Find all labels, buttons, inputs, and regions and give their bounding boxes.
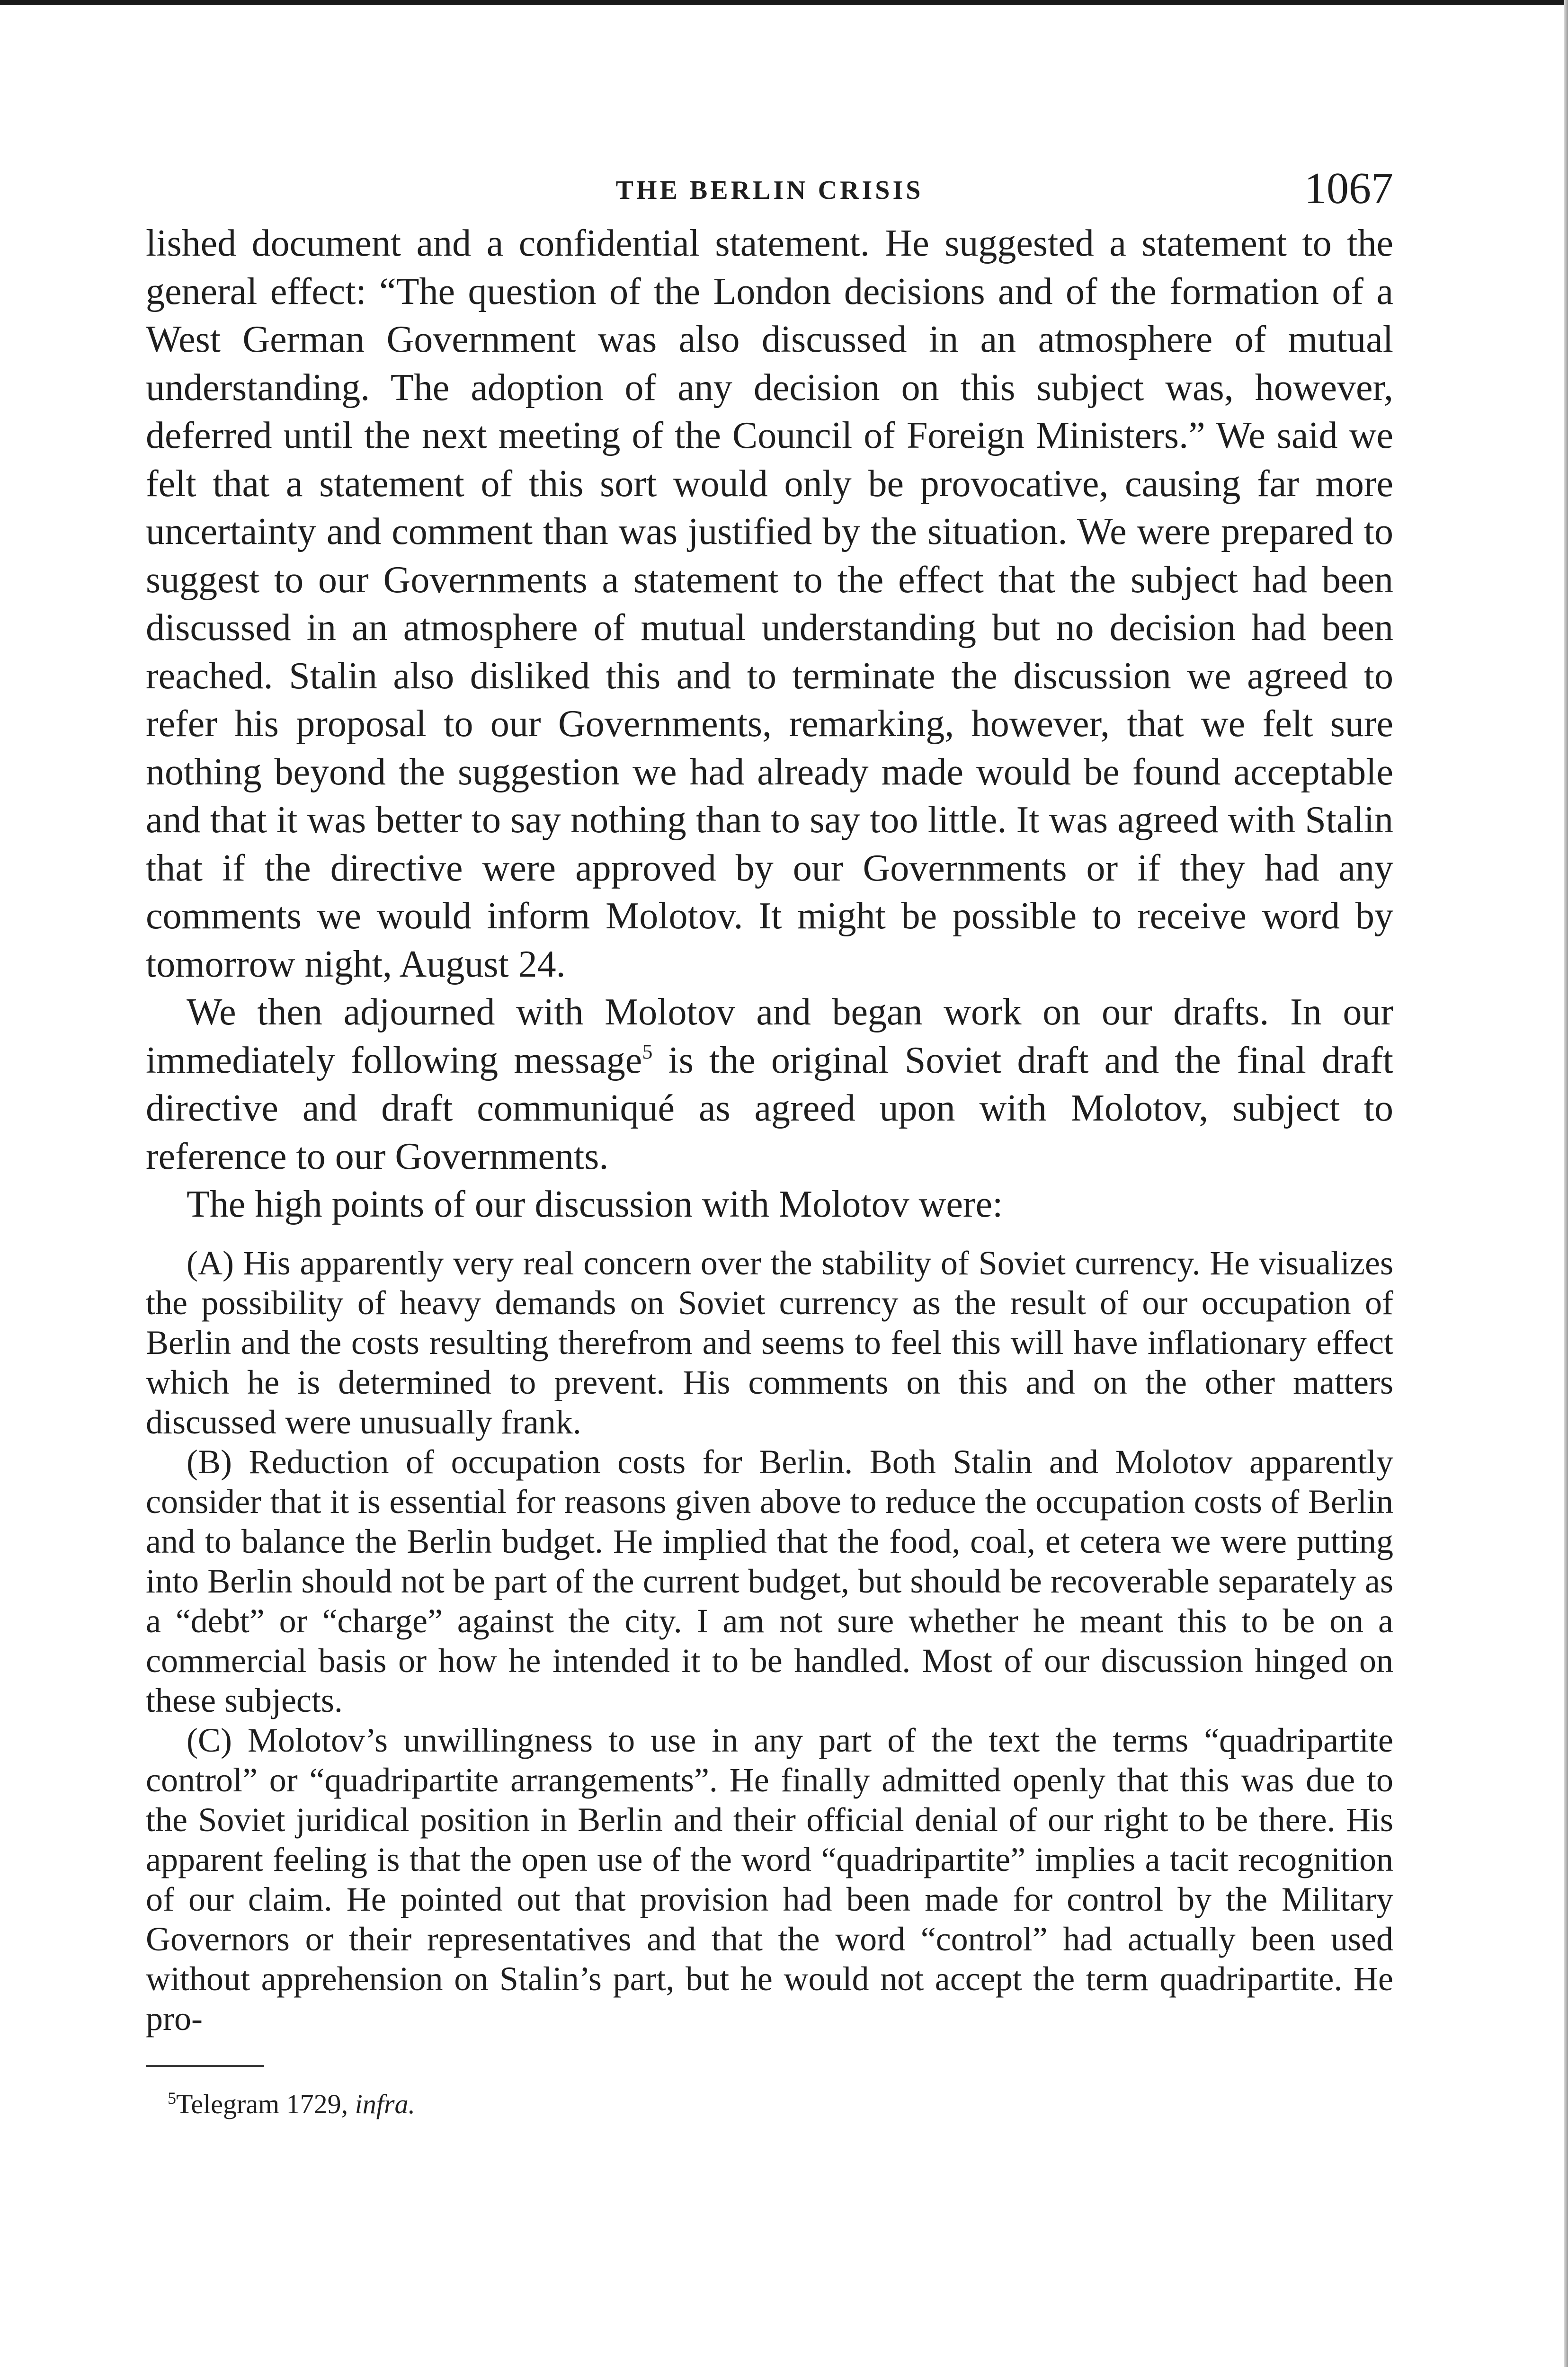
paragraph-drafts [146,988,1393,1181]
point-a: (A) His apparently very real concern over the stability of Soviet currency. He visualizes the possibility of heavy demands on Soviet currency as the result of our occupation of Berlin and the costs resulting therefrom and seems to feel this will have inflationary effect which he is determined to prevent. His comments on this and on the other matters discussed were unusually frank. [146,1244,1393,1441]
paragraph-drafts-text-1: We then adjourned with Molotov and began work on our drafts. In our immediately following message [146,991,1393,1081]
running-head [146,156,1393,213]
footnote-reference: 5 [642,1040,653,1063]
footnote-italic: infra. [355,2088,415,2119]
point-c: (C) Molotov’s unwillingness to use in any part of the text the terms “quadripartite control” or “quadripartite arrangements”. He finally admitted openly that this was due to the Soviet juridical position in Berlin and their official denial of our right to be there. His apparent feeling is that the open use of the word “quadripartite” implies a tacit recognition of our claim. He pointed out that provision had been made for control by the Military Governors or their representatives and that the word “control” had actually been used without apprehension on Stalin’s part, but he would not accept the term quadripartite. He pro- [146,1721,1393,2038]
point-b: (B) Reduction of occupation costs for Berlin. Both Stalin and Molotov apparently consider that it is essential for reasons given above to reduce the occupation costs of Berlin and to balance the Berlin budget. He implied that the food, coal, et cetera we were putting into Berlin should not be part of the current budget, but should be recoverable separately as a “debt” or “charge” against the city. I am not sure whether he meant this to be on a commercial basis or how he intended it to be handled. Most of our discussion hinged on these subjects. [146,1442,1393,1719]
paragraph-continuation: lished document and a confidential statement. He suggested a statement to the general effect: “The question of the London decisions and of the formation of a West German Government was also discussed in an atmosphere of mutual understanding. The adoption of any decision on this subject was, however, deferred until the next meeting of the Council of Foreign Ministers.” We said we felt that a statement of this sort would only be provocative, causing far more uncertainty and comment than was justified by the situation. We were prepared to suggest to our Governments a statement to the effect that the subject had been discussed in an atmosphere of mutual understanding but no decision had been reached. Stalin also disliked this and to terminate the discussion we agreed to refer his proposal to our Governments, remarking, however, that we felt sure nothing beyond the suggestion we had already made would be found acceptable and that it was better to say nothing than to say too little. It was agreed with Stalin that if the directive were approved by our Governments or if they had any comments we would inform Molotov. It might be possible to receive word by tomorrow night, August 24. [146,222,1393,985]
main-text [146,220,1393,1229]
paragraph-drafts-text-2: is the original Soviet draft and the final draft directive and draft communiqué as agreed upon with Molotov, subject to reference to our Governments. [146,1039,1393,1177]
paragraph-high-points: The high points of our discussion with Molotov were: [187,1184,1003,1225]
running-title: THE BERLIN CRISIS [615,176,924,205]
document-page [146,156,1393,2121]
page-number: 1067 [1304,164,1393,213]
footnote [168,2088,1393,2121]
footnote-text: Telegram 1729, [176,2088,355,2119]
scan-edge-top [0,0,1568,5]
footnote-number: 5 [168,2088,176,2108]
discussion-points [146,1243,1393,2038]
footnote-divider [146,2065,264,2067]
scan-edge-right [1564,0,1568,2367]
